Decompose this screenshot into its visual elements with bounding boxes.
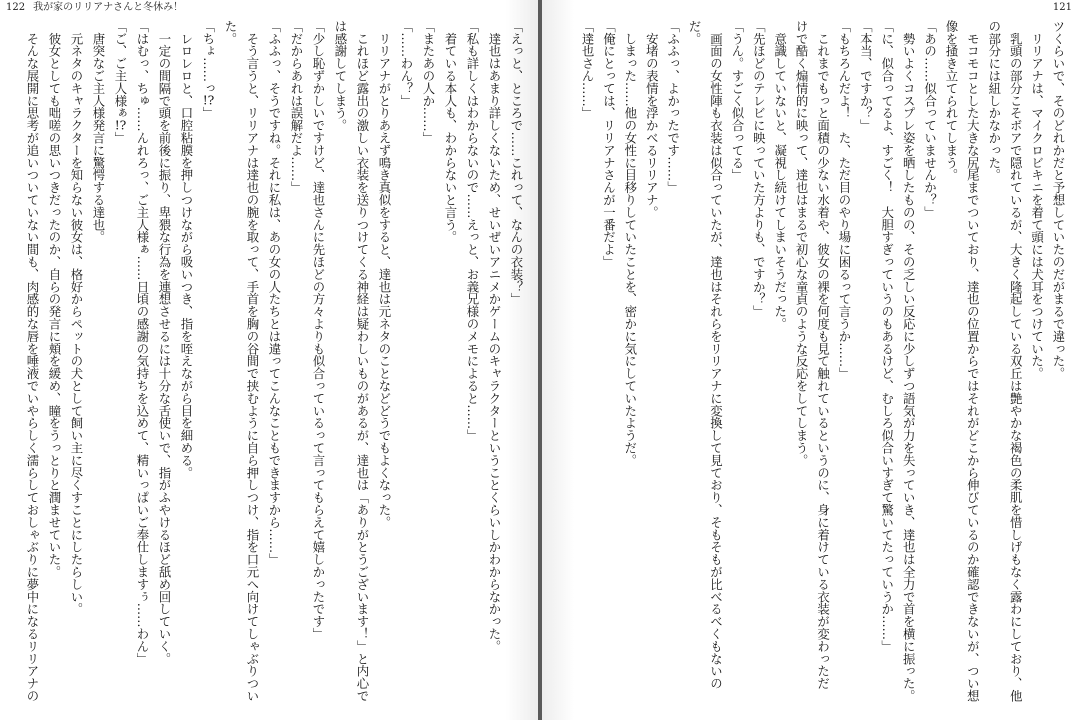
text-line: た。 <box>223 20 238 45</box>
text-line: だ。 <box>687 20 703 45</box>
text-line: は感謝してしまう。 <box>333 20 348 132</box>
text-line: 「ご、ご主人様ぁ!?」 <box>113 20 128 145</box>
left-page <box>0 0 538 720</box>
text-line: 「先ほどのテレビに映っていた方よりも、ですか？」 <box>751 20 767 318</box>
page-number: 122 <box>6 2 26 13</box>
text-line: モコモコとした大きな尻尾までついており、達也の位置からではそれがどこから伸びているのか確認できないが、つい想 <box>965 20 981 702</box>
page-text <box>21 20 527 712</box>
text-line: リリアナがとりあえず鳴き真似をすると、達也は元ネタのことなどどうでもよくなった。 <box>377 20 392 529</box>
text-line: 「うん。すごく似合ってる」 <box>729 20 745 182</box>
text-line: 「もちろんだよ！ た、ただ目のやり場に困るって言うか……」 <box>836 20 852 380</box>
text-line: 「だからあれは誤解だよ……」 <box>289 20 304 194</box>
text-line: 「あの……似合っていませんか？」 <box>922 20 938 219</box>
text-line: 「達也さん……」 <box>580 20 596 120</box>
text-line: 「えっと、ところで……これって、なんの衣装？」 <box>509 20 524 306</box>
text-line: 達也はあまり詳しくないため、せいぜいアニメかゲームのキャラクターということくらいしかわからなかった。 <box>487 20 502 653</box>
page-text <box>577 20 1069 712</box>
text-line: 「またあの人か……」 <box>421 20 436 144</box>
text-line: リリアナは、マイクロビキニを着て頭には犬耳をつけていた。 <box>1029 20 1045 380</box>
text-line: これほど露出の激しい衣装を送りつけてくる神経は疑わしいものがあるが、達也は「ありがとうございます！」と内心で <box>355 20 370 702</box>
text-line: 安堵の表情を浮かべるリリアナ。 <box>644 20 660 219</box>
text-line: 「本当、ですか？」 <box>858 20 874 132</box>
page-header <box>6 2 183 14</box>
text-line: 勢いよくコスプレ姿を晒したものの、その乏しい反応に少しずつ語気が力を失っていき、達也は全力で首を横に振った。 <box>901 20 917 702</box>
text-line: しまった……他の女性に目移りしていたことを、密かに気にしていたようだ。 <box>622 20 638 467</box>
text-line: 元ネタのキャラクターを知らない彼女は、格好からペットの犬として飼い主に尽くすことにしたらしい。 <box>69 20 84 616</box>
text-line: の部分には紐しかなかった。 <box>986 20 1002 182</box>
text-line: 「少し恥ずかしいですけど、達也さんに先ほどの方々よりも似合っているって言ってもらえて嬉しかったです」 <box>311 20 326 640</box>
text-line: 着ている本人も、わからないと言う。 <box>443 20 458 244</box>
text-line: 「ふふっ、そうですね。それに私は、あの女の人たちとは違ってこんなこともできますから……」 <box>267 20 282 566</box>
text-line: 一定の間隔で頭を前後に振り、卑猥な行為を連想させるには十分な舌使いで、指がふやけるほど舐め回していく。 <box>157 20 172 665</box>
text-line: 画面の女性陣も衣装は似合っていたが、達也はそれらをリリアナに変換して見ており、そもそもが比べるべくもないの <box>708 20 724 690</box>
text-line: 「……わん？」 <box>399 20 414 107</box>
text-line: 「はむっ、ちゅ……んれろっ、ご主人様ぁ……日頃の感謝の気持ちを込めて、精いっぱいご奉仕しますぅ……わん」 <box>135 20 150 665</box>
running-title: 我が家のリリアナさんと冬休み！ <box>33 2 184 13</box>
page-number: 121 <box>1052 2 1072 13</box>
right-page <box>542 0 1080 720</box>
text-line: 彼女としても咄嗟の思いつきだったのか、自らの発言に頬を緩め、瞳をうっとりと潤ませていた。 <box>47 20 62 578</box>
page-header <box>1053 2 1072 14</box>
text-line: 乳頭の部分こそボアで隠れているが、大きく隆起している双丘は艶やかな褐色の柔肌を惜しげもなく露わにしており、他 <box>1008 20 1024 702</box>
text-line: これまでもっと面積の少ない水着や、彼女の裸を何度も見て触れているというのに、身に着けている衣装が変わっただ <box>815 20 831 690</box>
text-line: ツくらいで、そのどれかだと予想していたのだがまるで違った。 <box>1051 20 1066 380</box>
text-line: そう言うと、リリアナは達也の腕を取って、手首を胸の谷間で挟むように自ら押しつけ、指を口元へ向けてしゃぶりつい <box>245 20 260 702</box>
text-line: 「俺にとっては、リリアナさんが一番だよ」 <box>601 20 617 268</box>
text-line: レロレロと、口腔粘膜を押しつけながら吸いつき、指を咥えながら目を細める。 <box>179 20 194 479</box>
text-line: 「私も詳しくはわからないので……えっと、お義兄様のメモによると……」 <box>465 20 480 442</box>
text-line: 「ふふっ、よかったです……」 <box>665 20 681 194</box>
text-line: けで酷く煽情的に映って、達也はまるで初心な童貞のような反応をしてしまう。 <box>794 20 810 467</box>
text-line: 意識していないと、凝視し続けてしまいそうだった。 <box>772 20 788 330</box>
text-line: 「ちょ……っ!?」 <box>201 20 216 120</box>
text-line: そんな展開に思考が追いついていない間も、肉感的な唇を唾液でいやらしく濡らしておしゃぶりに夢中になるリリアナの <box>25 20 40 702</box>
text-line: 「に、似合ってるよ、すごく！ 大胆すぎっていうのもあるけど、むしろ似合いすぎて驚いてたっていうか……」 <box>879 20 895 653</box>
text-line: 唐突なご主人様発言に驚愕する達也。 <box>91 20 106 244</box>
text-line: 像を掻き立てられてしまう。 <box>943 20 959 182</box>
